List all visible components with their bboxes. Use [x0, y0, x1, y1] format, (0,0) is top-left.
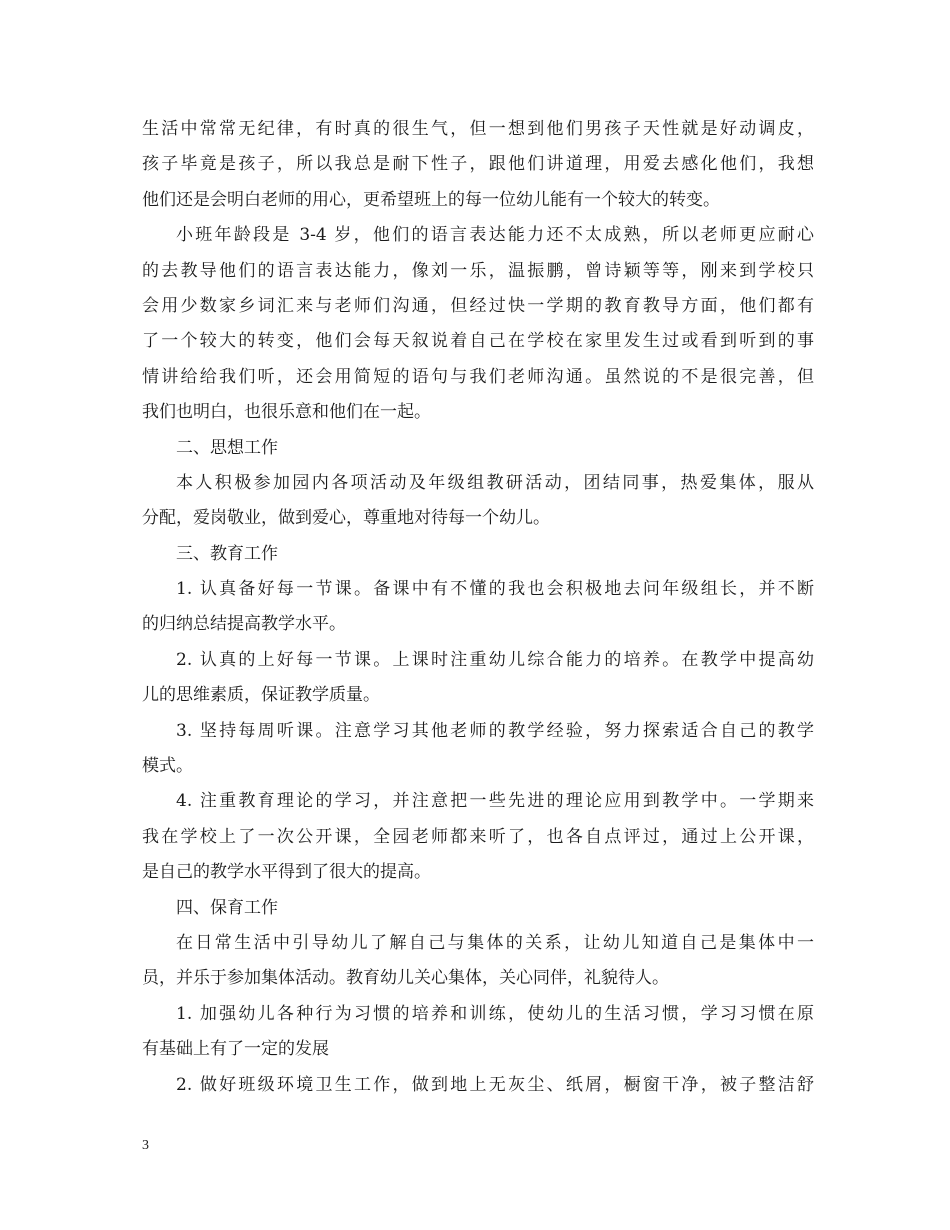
- text-line: 生活中常常无纪律，有时真的很生气，但一想到他们男孩子天性就是好动调皮，: [142, 119, 814, 139]
- list-item-line: 2. 做好班级环境卫生工作，做到地上无灰尘、纸屑，橱窗干净，被子整洁舒: [176, 1074, 814, 1095]
- document-body: [142, 112, 814, 1103]
- list-item-line: 2. 认真的上好每一节课。上课时注重幼儿综合能力的培养。在教学中提高幼: [176, 649, 814, 670]
- text-line: 小班年龄段是 3-4 岁，他们的语言表达能力还不太成熟，所以老师更应耐心: [176, 225, 814, 246]
- text-line: 分配，爱岗敬业，做到爱心，尊重地对待每一个幼儿。: [142, 508, 550, 529]
- text-line: 我们也明白，也很乐意和他们在一起。: [142, 402, 431, 423]
- text-line: 的去教导他们的语言表达能力，像刘一乐，温振鹏，曾诗颖等等，刚来到学校只: [142, 260, 814, 281]
- list-item-line: 模式。: [142, 756, 193, 777]
- text-line: 本人积极参加园内各项活动及年级组教研活动，团结同事，热爱集体，服从: [176, 472, 814, 493]
- text-line: 会用少数家乡词汇来与老师们沟通，但经过快一学期的教育教导方面，他们都有: [142, 295, 814, 316]
- text-line: 孩子毕竟是孩子，所以我总是耐下性子，跟他们讲道理，用爱去感化他们，我想: [142, 154, 814, 175]
- list-item-line: 儿的思维素质，保证教学质量。: [142, 685, 380, 706]
- section-heading: 二、思想工作: [176, 437, 278, 458]
- text-line: 在日常生活中引导幼儿了解自己与集体的关系，让幼儿知道自己是集体中一: [176, 932, 814, 953]
- list-item-line: 1. 加强幼儿各种行为习惯的培养和训练，使幼儿的生活习惯，学习习惯在原: [176, 1003, 814, 1024]
- list-item-line: 的归纳总结提高教学水平。: [142, 614, 346, 635]
- list-item-line: 是自己的教学水平得到了很大的提高。: [142, 862, 431, 883]
- list-item-line: 1. 认真备好每一节课。备课中有不懂的我也会积极地去问年级组长，并不断: [176, 579, 814, 600]
- section-heading: 三、教育工作: [176, 543, 278, 564]
- text-line: 员，并乐于参加集体活动。教育幼儿关心集体，关心同伴，礼貌待人。: [142, 968, 669, 989]
- list-item-line: 我在学校上了一次公开课，全园老师都来听了，也各自点评过，通过上公开课，: [142, 826, 814, 847]
- page-number: 3: [142, 1138, 149, 1153]
- section-heading: 四、保育工作: [176, 897, 278, 918]
- list-item-line: 3. 坚持每周听课。注意学习其他老师的教学经验，努力探索适合自己的教学: [176, 720, 814, 741]
- list-item-line: 有基础上有了一定的发展: [142, 1039, 329, 1060]
- list-item-line: 4. 注重教育理论的学习，并注意把一些先进的理论应用到教学中。一学期来: [176, 791, 814, 812]
- text-line: 他们还是会明白老师的用心，更希望班上的每一位幼儿能有一个较大的转变。: [142, 189, 720, 210]
- text-line: 情讲给给我们听，还会用简短的语句与我们老师沟通。虽然说的不是很完善，但: [142, 366, 814, 387]
- text-line: 了一个较大的转变，他们会每天叙说着自己在学校在家里发生过或看到听到的事: [142, 331, 814, 352]
